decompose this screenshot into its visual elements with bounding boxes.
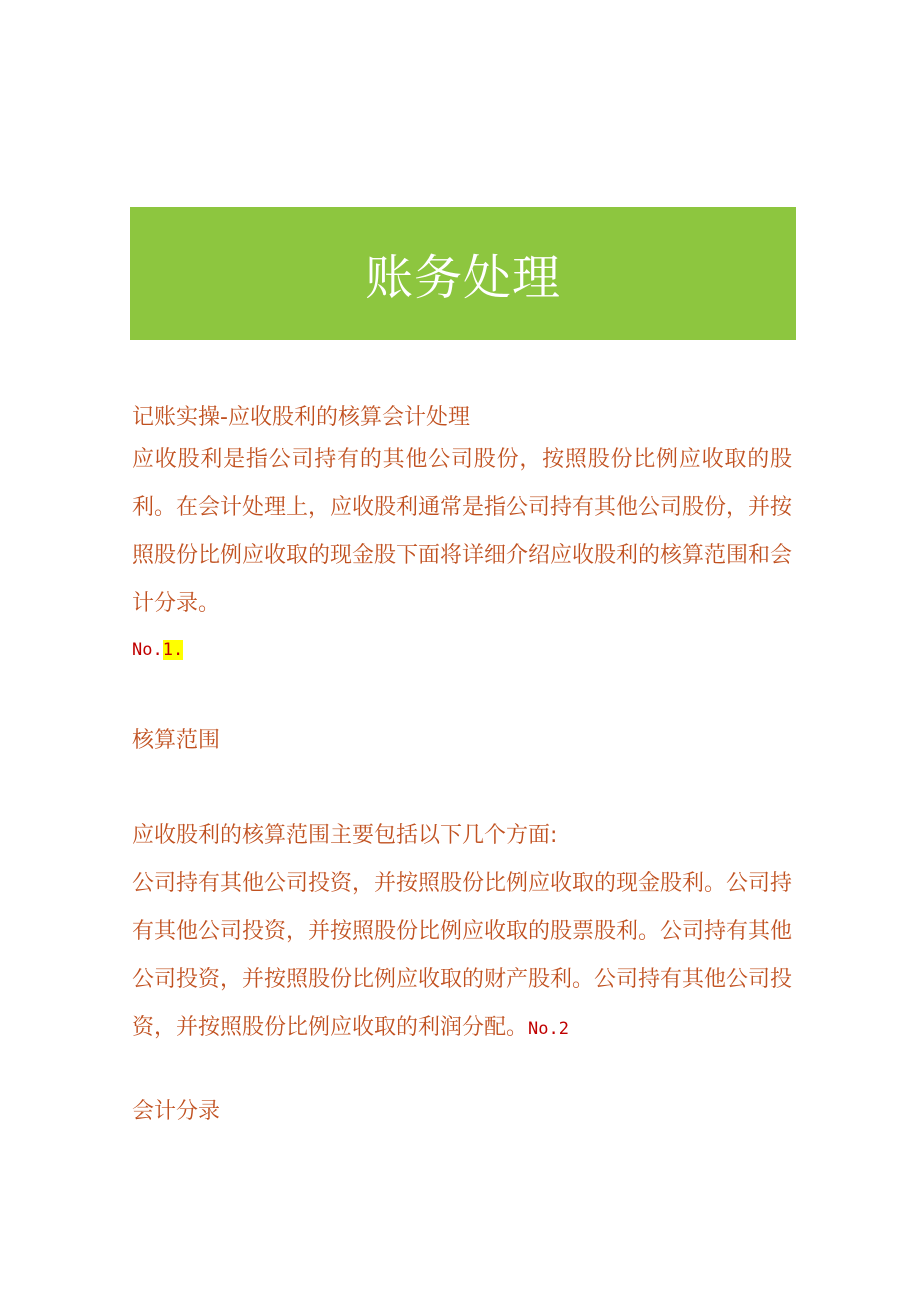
section-number-1 (132, 636, 792, 664)
section-title-scope: 核算范围 (132, 728, 221, 753)
scope-lead: 应收股利的核算范围主要包括以下几个方面: (132, 823, 558, 848)
intro-paragraph: 应收股利是指公司持有的其他公司股份，按照股份比例应收取的股利。在会计处理上，应收股利通常是指公司持有其他公司股份，并按照股份比例应收取的现金股下面将详细介绍应收股利的核算范围和会计分录。 (132, 447, 793, 616)
scope-paragraph (132, 860, 792, 1053)
section-title-entries: 会计分录 (132, 1099, 221, 1124)
article-heading: 记账实操-应收股利的核算会计处理 (132, 405, 470, 430)
section-number-2: No.2 (528, 1019, 569, 1039)
title-banner (130, 207, 796, 340)
banner-title: 账务处理 (364, 250, 561, 306)
section-number-highlight: 1. (162, 640, 184, 660)
section-number-prefix: No. (132, 640, 163, 660)
article-body (132, 400, 792, 1127)
scope-text: 公司持有其他公司投资，并按照股份比例应收取的现金股利。公司持有其他公司投资，并按照股份比例应收取的股票股利。公司持有其他公司投资，并按照股份比例应收取的财产股利。公司持有其他公司投资，并按照股份比例应收取的利润分配。 (132, 871, 793, 1040)
